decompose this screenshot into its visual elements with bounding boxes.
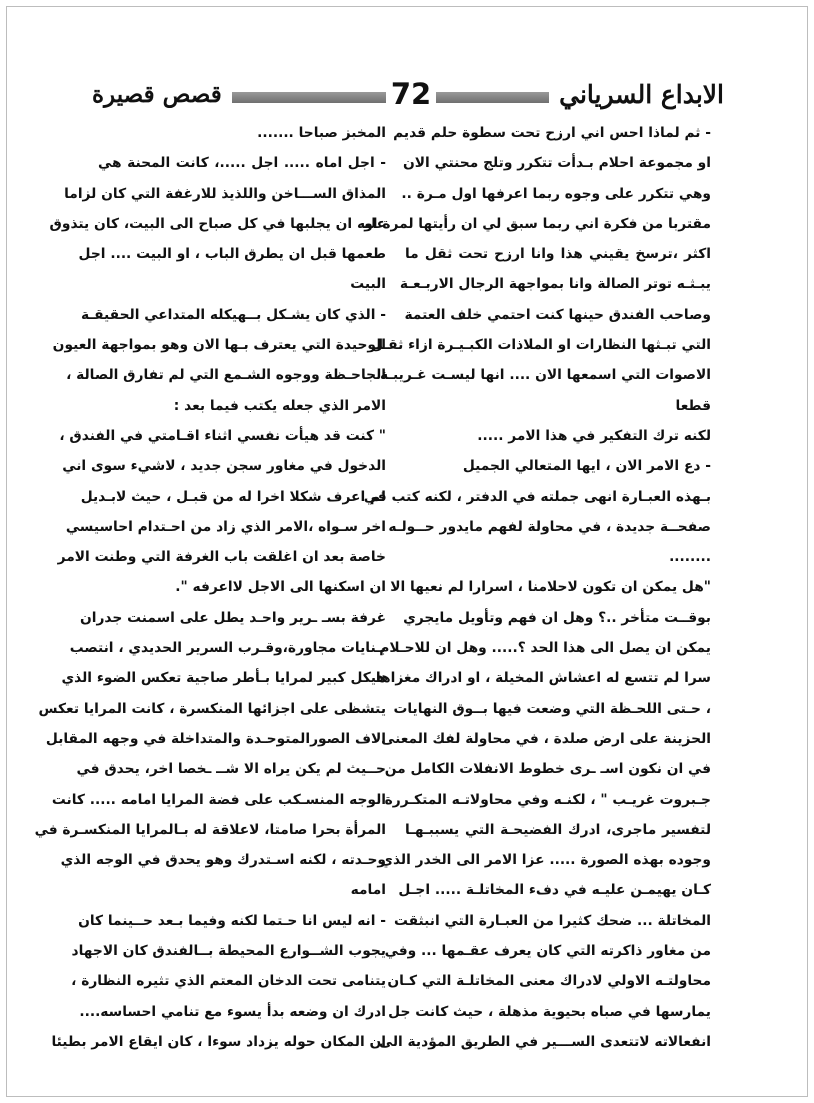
text-line: الجاحـظة ووجوه الشـمع التي لم تفارق الصالة ، [66,367,386,384]
text-line: ان اسكنها الى الاجل لااعرفه ". [175,579,386,596]
text-line: سرا لم تتسع له اعشاش المخيلة ، او ادراك مغزاها [375,670,711,687]
left-text-column [34,118,386,1057]
text-line: الاف الصورالمتوحـدة والمتداخلة في وجهه المقابل [45,730,386,747]
text-line: ، حـتى اللحـظة التي وضعت فيها بــوق النهايات [393,700,711,717]
text-line: يمكن ان يصل الى هذا الحد ؟..... وهل ان للاحـلام [379,640,711,657]
text-line: التي تبـثها النظارات او الملاذات الكبـيـرة ازاء ثقـل [371,337,711,354]
text-line: " كنت قد هيأت نفسي اثناء اقـامتي في الفندق ، [59,427,386,444]
text-line: - اجل اماه ..... اجل .....، كانت المحنة هي [98,155,386,172]
text-line: وجوده بهذه الصورة ..... عزا الامر الى الخدر الذي [380,852,711,869]
text-line: عليه ان يجلبها في كل صباح الى البيت، كان يتذوق [49,215,386,232]
text-line: من مغاور ذاكرته التي كان يعرف عقـمها ... وفي [384,943,711,960]
text-line: مقتربا من فكرة اني ربما سبق لي ان رأيتها لمرة او [364,215,711,232]
text-line: لم اعرف شكلا اخرا له من قبـل ، حيث لابـديل [80,488,386,505]
text-line: - ثم لماذا احس اني ارزح تحت سطوة حلم قديم [393,125,711,141]
page-header [92,72,724,118]
page-number: 72 [386,74,436,114]
text-line: - الذي كان يشـكل بــهيكله المتداعي الحقيقـة [81,306,386,323]
text-line: الدخول في مغاور سجن جديد ، لاشيء سوى اني [62,458,386,475]
text-line: امامه [350,882,386,899]
text-line: حــيث لم يكن يراه الا شــ ـخصا اخر، يحدق في [76,761,386,778]
text-line: غرفة بسـ ـرير واحـد يطل على اسمنت جدران [79,609,386,626]
text-line: اخر سـواه ،الامر الذي زاد من احـتدام احاسيسي [65,518,386,535]
text-line: الحزينة على ارض صلدة ، في محاولة لفك المعنى [381,730,711,747]
text-line: - انه ليس انا حـتما لكنه وفيما بـعد حــينما كان [78,912,386,929]
text-line: المذاق الســـاخن واللذيذ للارغفة التي كان لزاما [64,185,386,202]
text-line: وحـدته ، لكنه اسـتدرك وهو يحدق في الوجه الذي [60,852,386,869]
text-line: جـبروت غريـب " ، لكنـه وفي محاولاتـه المتكـررة [384,791,711,808]
text-line: - دع الامر الان ، ايها المتعالي الجميل [462,458,711,475]
text-line: الاصوات التي اسمعها الان .... انها ليسـت غـريبـة [379,367,711,384]
text-line: خاصة بعد ان اغلقت باب الغرفة التي وطنت الامر [57,549,386,566]
text-line: لكنه ترك التفكير في هذا الامر ..... [477,427,711,444]
text-line: في ان نكون اسـ ـرى خطوط الانفلات الكامل من [384,761,711,778]
text-line: الوحيدة التي يعترف بـها الان وهو بمواجهة العيون [52,337,386,354]
text-line: بـنايات مجاورة،وقـرب السرير الحديدي ، انتصب [69,640,386,657]
text-line: المخاتلة ... ضحك كثيرا من العبـارة التي انبثقت [393,912,711,929]
text-line: ........ [669,549,711,566]
text-line: لتفسير ماجرى، ادرك الفضيحـة التي يسببـهـا [405,821,711,838]
text-line: محاولتـه الاولي لادراك معنى المخاتلـة التي كـان [387,973,711,990]
text-line: يتشظى على اجزائها المنكسرة ، كانت المرايا تعكس [38,700,386,717]
section-title: قصص قصيرة [92,74,232,114]
text-line: او مجموعة احلام بـدأت تتكرر وتلج محنتي الان [402,155,711,172]
text-line: يجوب الشــوارع المحيطة بــالفندق كان الاجهاد [71,943,386,960]
text-line: اكثر ،ترسخ يقيني هذا وانا ارزح تحت ثقل ما [405,246,711,263]
text-line: الامر الذي جعله يكتب فيما بعد : [173,397,386,414]
text-line: هيكل كبير لمرايا بـأطر صاجية تعكس الضوء الذي [61,670,386,687]
text-line: يتنامى تحت الدخان المعتم الذي تثيره النظارة ، [71,973,386,990]
text-line: يمارسها في صباه بحيوية مذهلة ، حيث كانت جل [388,1003,711,1020]
text-line: المخبز صباحا ....... [257,125,386,141]
text-line: المرأة بحرا صامتا، لاعلاقة له بـالمرايا المنكسـرة في [34,821,386,838]
text-line: "هل يمكن ان تكون لاحلامنا ، اسرارا لم نعيها الا [390,579,711,596]
text-line: ان المكان حوله يزداد سوءا ، كان ايقاع الامر بطيئا [51,1033,386,1050]
text-line: وهي تتكرر على وجوه ربما اعرفها اول مـرة .. [401,185,711,202]
text-line: بوقــت متأخر ..؟ وهل ان فهم وتأويل مايجري [403,609,711,626]
text-line: انفعالاته لاتتعدى الســـير في الطريق المؤدية الى [378,1033,711,1050]
text-line: ادرك ان وضعه بدأ يسوء مع تنامي احساسه.... [79,1003,386,1020]
text-line: كـان يهيمـن عليـه في دفء المخاتلـة ..... اجـل [398,882,711,899]
text-line: البيت [350,276,386,293]
text-line: وصاحب الفندق حينها كنت احتمي خلف العتمة [404,306,711,323]
text-line: يبـثـه توتر الصالة وانا بمواجهة الرجال الاربـعـة [399,276,711,293]
text-line: قطعا [675,397,711,414]
text-line: طعمها قبل ان يطرق الباب ، او البيت .... اجل [78,246,386,263]
magazine-title: الابداع السرياني [549,74,724,114]
text-line: الوجه المنسـكب على فضة المرايا امامه ..... كانت [51,791,386,808]
text-line: صفحــة جديدة ، في محاولة لفهم مايدور حــولـه [388,518,711,535]
text-line: بـهذه العبـارة انهى جملته في الدفتر ، لكنه كتب في [363,488,711,505]
